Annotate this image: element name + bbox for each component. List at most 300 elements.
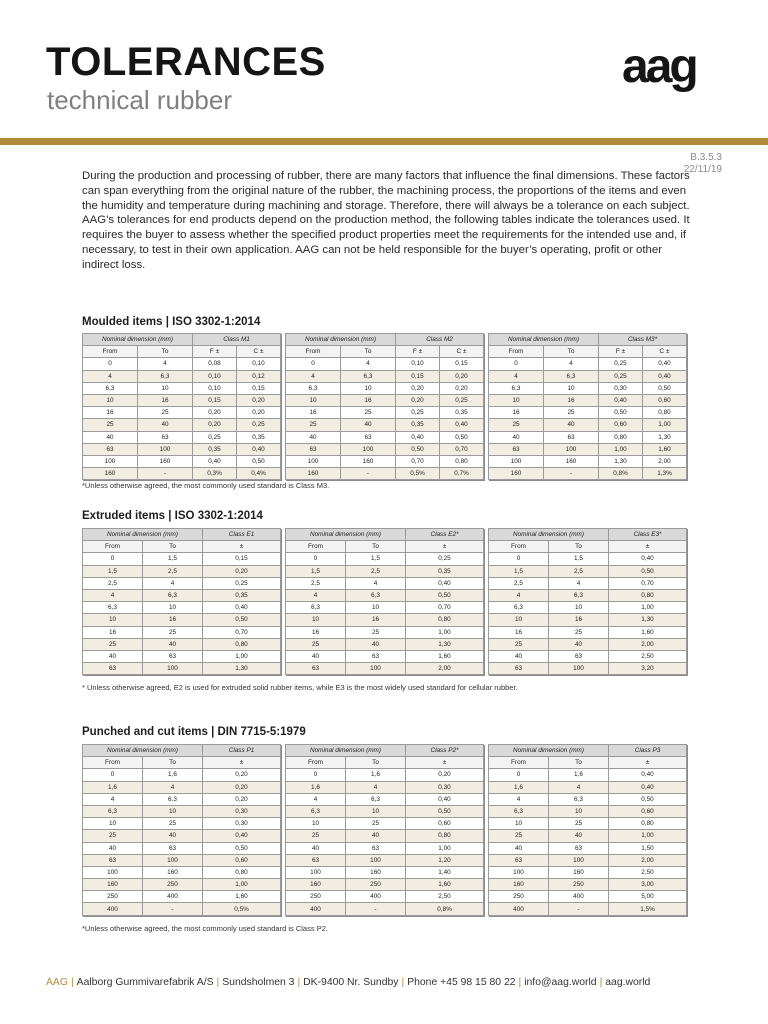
table-cell: 100 bbox=[341, 443, 396, 455]
column-header: C ± bbox=[237, 346, 281, 358]
table-cell: 0,8% bbox=[599, 468, 643, 480]
table-cell: 160 bbox=[544, 455, 599, 467]
table-row bbox=[286, 879, 484, 891]
table-cell: 0,20 bbox=[396, 394, 440, 406]
table-cell: 16 bbox=[489, 407, 544, 419]
table-cell: 25 bbox=[138, 407, 193, 419]
table-cell: 1,6 bbox=[143, 769, 203, 781]
class-header: Class P1 bbox=[203, 745, 281, 757]
table-column-header bbox=[489, 346, 687, 358]
table-cell: 0,40 bbox=[237, 443, 281, 455]
table-cell: 0,70 bbox=[203, 626, 281, 638]
table-cell: 0,4% bbox=[237, 468, 281, 480]
table-row bbox=[286, 370, 484, 382]
table-cell: 63 bbox=[549, 650, 609, 662]
table-row bbox=[83, 650, 281, 662]
table-cell: 2,5 bbox=[286, 577, 346, 589]
table-cell: 0,70 bbox=[609, 577, 687, 589]
table-cell: 6,3 bbox=[346, 589, 406, 601]
table-cell: 0,25 bbox=[406, 553, 484, 565]
table-cell: 16 bbox=[143, 614, 203, 626]
table-cell: 0 bbox=[286, 358, 341, 370]
table-row bbox=[83, 358, 281, 370]
table-cell: 1,30 bbox=[406, 638, 484, 650]
table-cell: 25 bbox=[83, 638, 143, 650]
table-row bbox=[286, 577, 484, 589]
table-cell: 6,3 bbox=[549, 589, 609, 601]
table-cell: 1,50 bbox=[609, 842, 687, 854]
table-moulded-m1 bbox=[82, 333, 281, 480]
table-cell: 4 bbox=[83, 793, 143, 805]
table-cell: 4 bbox=[143, 781, 203, 793]
table-cell: 1,5 bbox=[143, 553, 203, 565]
table-cell: 160 bbox=[83, 879, 143, 891]
table-cell: 10 bbox=[346, 602, 406, 614]
class-header: Class E1 bbox=[203, 529, 281, 541]
column-header: ± bbox=[406, 541, 484, 553]
doc-code: B.3.5.3 bbox=[690, 152, 722, 163]
table-cell: 63 bbox=[138, 431, 193, 443]
footer-city: DK-9400 Nr. Sundby bbox=[303, 977, 399, 988]
table-row bbox=[489, 407, 687, 419]
table-cell: 1,5 bbox=[346, 553, 406, 565]
table-cell: 0,12 bbox=[237, 370, 281, 382]
table-cell: 10 bbox=[143, 805, 203, 817]
table-cell: 0,30 bbox=[203, 805, 281, 817]
table-column-header bbox=[489, 757, 687, 769]
table-row bbox=[489, 830, 687, 842]
table-cell: 100 bbox=[143, 663, 203, 675]
table-cell: 0 bbox=[286, 553, 346, 565]
footer-website[interactable]: aag.world bbox=[605, 977, 651, 988]
table-cell: 100 bbox=[549, 663, 609, 675]
table-cell: 0,15 bbox=[193, 394, 237, 406]
column-header: ± bbox=[203, 757, 281, 769]
table-row bbox=[489, 394, 687, 406]
table-cell: 4 bbox=[341, 358, 396, 370]
table-cell: 25 bbox=[346, 626, 406, 638]
table-cell: 2,5 bbox=[346, 565, 406, 577]
table-cell: 40 bbox=[286, 842, 346, 854]
table-group-header bbox=[286, 334, 484, 346]
table-cell: 16 bbox=[83, 626, 143, 638]
table-cell: 40 bbox=[83, 842, 143, 854]
table-row bbox=[489, 818, 687, 830]
column-header: From bbox=[83, 346, 138, 358]
table-cell: 1,40 bbox=[406, 866, 484, 878]
table-cell: 10 bbox=[83, 818, 143, 830]
column-header: To bbox=[549, 541, 609, 553]
table-cell: 0,50 bbox=[203, 614, 281, 626]
table-row bbox=[83, 866, 281, 878]
table-row bbox=[489, 638, 687, 650]
table-cell: 0,40 bbox=[609, 769, 687, 781]
table-cell: 6,3 bbox=[489, 805, 549, 817]
table-cell: 1,5% bbox=[609, 903, 687, 915]
table-cell: 160 bbox=[489, 468, 544, 480]
table-cell: 4 bbox=[83, 589, 143, 601]
page-subtitle: technical rubber bbox=[47, 85, 232, 115]
table-cell: 25 bbox=[549, 626, 609, 638]
table-row bbox=[286, 650, 484, 662]
table-cell: 10 bbox=[489, 614, 549, 626]
table-cell: 100 bbox=[549, 854, 609, 866]
table-cell: 100 bbox=[138, 443, 193, 455]
table-row bbox=[83, 903, 281, 915]
table-cell: 160 bbox=[286, 879, 346, 891]
table-cell: 1,60 bbox=[203, 891, 281, 903]
table-cell: 0 bbox=[83, 553, 143, 565]
table-cell: 0,60 bbox=[406, 818, 484, 830]
table-cell: 2,5 bbox=[83, 577, 143, 589]
table-row bbox=[489, 358, 687, 370]
table-cell: 10 bbox=[489, 818, 549, 830]
table-cell: 10 bbox=[286, 614, 346, 626]
footer-brand: AAG bbox=[46, 977, 68, 988]
table-cell: 0,35 bbox=[193, 443, 237, 455]
table-cell: 1,6 bbox=[489, 781, 549, 793]
table-cell: 1,3% bbox=[643, 468, 687, 480]
table-cell: 5,00 bbox=[609, 891, 687, 903]
table-cell: 0,20 bbox=[203, 781, 281, 793]
table-cell: 40 bbox=[83, 650, 143, 662]
table-cell: 4 bbox=[286, 589, 346, 601]
table-row bbox=[489, 769, 687, 781]
table-cell: 100 bbox=[346, 663, 406, 675]
table-cell: 6,3 bbox=[143, 589, 203, 601]
table-cell: 40 bbox=[549, 830, 609, 842]
table-cell: 0,25 bbox=[440, 394, 484, 406]
table-cell: 0,7% bbox=[440, 468, 484, 480]
table-row bbox=[83, 830, 281, 842]
table-extruded-e3 bbox=[488, 528, 687, 675]
table-cell: 40 bbox=[489, 431, 544, 443]
table-row bbox=[286, 793, 484, 805]
table-cell: 400 bbox=[286, 903, 346, 915]
table-cell: 63 bbox=[489, 443, 544, 455]
table-cell: 0,35 bbox=[237, 431, 281, 443]
table-cell: 16 bbox=[544, 394, 599, 406]
table-row bbox=[489, 565, 687, 577]
class-header: Class P2* bbox=[406, 745, 484, 757]
table-cell: 0,40 bbox=[406, 793, 484, 805]
table-cell: 10 bbox=[489, 394, 544, 406]
table-row bbox=[83, 602, 281, 614]
table-cell: 1,6 bbox=[286, 781, 346, 793]
table-cell: 2,00 bbox=[643, 455, 687, 467]
table-cell: 40 bbox=[286, 431, 341, 443]
table-row bbox=[286, 626, 484, 638]
table-cell: 4 bbox=[544, 358, 599, 370]
table-row bbox=[286, 407, 484, 419]
column-header: F ± bbox=[599, 346, 643, 358]
table-cell: 6,3 bbox=[544, 370, 599, 382]
table-cell: 25 bbox=[143, 626, 203, 638]
table-cell: 160 bbox=[341, 455, 396, 467]
table-cell: 160 bbox=[143, 866, 203, 878]
table-cell: 0,30 bbox=[203, 818, 281, 830]
table-row bbox=[83, 879, 281, 891]
table-cell: 40 bbox=[143, 830, 203, 842]
table-cell: 4 bbox=[549, 577, 609, 589]
table-cell: 0,35 bbox=[440, 407, 484, 419]
intro-paragraph-2: AAG’s tolerances for end products depend on the production method, the following tables indicate the tolerances used. It requires the buyer to assess whether the specified product properties meet the requirements for the intended use and, if necessary, to test in their own application. AAG can not be held responsible for the buyer’s operating, profit or other indirect loss. bbox=[82, 214, 690, 271]
table-cell: 4 bbox=[489, 370, 544, 382]
table-cell: 10 bbox=[549, 602, 609, 614]
table-cell: 2,50 bbox=[406, 891, 484, 903]
table-group-header bbox=[83, 745, 281, 757]
table-cell: 100 bbox=[143, 854, 203, 866]
table-row bbox=[83, 419, 281, 431]
table-row bbox=[489, 805, 687, 817]
table-row bbox=[83, 455, 281, 467]
table-cell: 0,25 bbox=[237, 419, 281, 431]
table-cell: 1,00 bbox=[599, 443, 643, 455]
table-row bbox=[489, 468, 687, 480]
table-cell: 0,20 bbox=[203, 793, 281, 805]
table-cell: 0,40 bbox=[643, 358, 687, 370]
table-extruded-e1 bbox=[82, 528, 281, 675]
table-cell: 2,00 bbox=[609, 638, 687, 650]
table-cell: 6,3 bbox=[286, 602, 346, 614]
table-row bbox=[83, 793, 281, 805]
table-cell: 63 bbox=[83, 854, 143, 866]
note-punched: *Unless otherwise agreed, the most commonly used standard is Class P2. bbox=[82, 924, 328, 933]
table-cell: 0,80 bbox=[203, 866, 281, 878]
table-cell: 0,15 bbox=[237, 382, 281, 394]
table-cell: 6,3 bbox=[143, 793, 203, 805]
table-cell: 63 bbox=[286, 443, 341, 455]
table-cell: 0,40 bbox=[396, 431, 440, 443]
table-cell: 0,5% bbox=[396, 468, 440, 480]
table-row bbox=[83, 769, 281, 781]
footer-email[interactable]: info@aag.world bbox=[524, 977, 597, 988]
nominal-dimension-header: Nominal dimension (mm) bbox=[83, 334, 193, 346]
column-header: To bbox=[341, 346, 396, 358]
table-cell: 6,3 bbox=[83, 805, 143, 817]
table-row bbox=[489, 455, 687, 467]
table-punched-p1 bbox=[82, 744, 281, 916]
table-cell: 1,30 bbox=[643, 431, 687, 443]
table-cell: 16 bbox=[286, 407, 341, 419]
table-cell: 250 bbox=[143, 879, 203, 891]
table-row bbox=[286, 638, 484, 650]
table-cell: 10 bbox=[346, 805, 406, 817]
table-group-header bbox=[489, 529, 687, 541]
table-cell: 1,60 bbox=[643, 443, 687, 455]
column-header: From bbox=[286, 541, 346, 553]
table-cell: 0,10 bbox=[237, 358, 281, 370]
table-cell: 1,6 bbox=[346, 769, 406, 781]
column-header: C ± bbox=[440, 346, 484, 358]
table-cell: 0,60 bbox=[599, 419, 643, 431]
table-cell: 6,3 bbox=[286, 382, 341, 394]
column-header: To bbox=[143, 541, 203, 553]
table-cell: 100 bbox=[286, 455, 341, 467]
table-cell: 3,00 bbox=[609, 879, 687, 891]
table-cell: 100 bbox=[346, 854, 406, 866]
table-cell: 2,5 bbox=[549, 565, 609, 577]
table-row bbox=[286, 468, 484, 480]
table-cell: 1,00 bbox=[406, 626, 484, 638]
table-cell: 40 bbox=[143, 638, 203, 650]
table-cell: 25 bbox=[286, 638, 346, 650]
column-header: To bbox=[138, 346, 193, 358]
table-cell: 250 bbox=[286, 891, 346, 903]
table-row bbox=[286, 553, 484, 565]
table-cell: 10 bbox=[143, 602, 203, 614]
column-header: C ± bbox=[643, 346, 687, 358]
table-cell: 2,00 bbox=[609, 854, 687, 866]
table-cell: 100 bbox=[544, 443, 599, 455]
table-cell: 25 bbox=[489, 638, 549, 650]
table-cell: 0,60 bbox=[643, 394, 687, 406]
table-cell: 63 bbox=[286, 663, 346, 675]
table-row bbox=[83, 842, 281, 854]
intro-paragraph-1: During the production and processing of rubber, there are many factors that influence the final dimensions. These factors can span everything from the original nature of the rubber, the machining process, the proportions of the items and even the humidity and temperature during machining and storage. Therefore, there will always be a tolerance on each subject. bbox=[82, 170, 690, 212]
section-title-punched: Punched and cut items | DIN 7715-5:1979 bbox=[82, 726, 306, 738]
table-cell: 2,00 bbox=[406, 663, 484, 675]
table-row bbox=[83, 431, 281, 443]
table-cell: 0,15 bbox=[203, 553, 281, 565]
table-row bbox=[286, 602, 484, 614]
table-cell: 0,20 bbox=[237, 394, 281, 406]
table-row bbox=[489, 614, 687, 626]
table-row bbox=[83, 382, 281, 394]
table-cell: 10 bbox=[83, 614, 143, 626]
table-row bbox=[286, 830, 484, 842]
table-cell: 40 bbox=[346, 638, 406, 650]
table-cell: 10 bbox=[83, 394, 138, 406]
table-cell: 0,5% bbox=[203, 903, 281, 915]
footer-company: Aalborg Gummivarefabrik A/S bbox=[76, 977, 214, 988]
intro-text bbox=[82, 169, 697, 273]
table-cell: 10 bbox=[549, 805, 609, 817]
nominal-dimension-header: Nominal dimension (mm) bbox=[83, 529, 203, 541]
class-header: Class M1 bbox=[193, 334, 281, 346]
table-row bbox=[489, 854, 687, 866]
table-cell: 1,5 bbox=[83, 565, 143, 577]
table-cell: 1,00 bbox=[203, 879, 281, 891]
table-cell: 0,60 bbox=[609, 805, 687, 817]
table-cell: 0,50 bbox=[406, 805, 484, 817]
table-group-header bbox=[489, 334, 687, 346]
table-row bbox=[286, 358, 484, 370]
nominal-dimension-header: Nominal dimension (mm) bbox=[489, 529, 609, 541]
table-cell: 0,50 bbox=[396, 443, 440, 455]
table-cell: 0,35 bbox=[406, 565, 484, 577]
column-header: From bbox=[489, 541, 549, 553]
table-cell: 40 bbox=[286, 650, 346, 662]
table-cell: 10 bbox=[286, 394, 341, 406]
table-row bbox=[83, 468, 281, 480]
class-header: Class E3* bbox=[609, 529, 687, 541]
table-cell: - bbox=[549, 903, 609, 915]
table-row bbox=[83, 638, 281, 650]
table-cell: 0,80 bbox=[203, 638, 281, 650]
table-cell: 0,20 bbox=[193, 419, 237, 431]
table-cell: 0,50 bbox=[203, 842, 281, 854]
column-header: From bbox=[286, 346, 341, 358]
table-cell: 25 bbox=[341, 407, 396, 419]
table-cell: 6,3 bbox=[489, 382, 544, 394]
table-row bbox=[83, 663, 281, 675]
table-cell: 0,35 bbox=[396, 419, 440, 431]
table-row bbox=[489, 793, 687, 805]
table-cell: 10 bbox=[544, 382, 599, 394]
table-cell: 0 bbox=[489, 553, 549, 565]
table-cell: 400 bbox=[83, 903, 143, 915]
table-cell: - bbox=[143, 903, 203, 915]
table-cell: 0 bbox=[83, 358, 138, 370]
table-cell: 63 bbox=[489, 854, 549, 866]
table-row bbox=[286, 614, 484, 626]
table-cell: 0,10 bbox=[193, 370, 237, 382]
table-cell: 1,30 bbox=[599, 455, 643, 467]
class-header: Class M2 bbox=[396, 334, 484, 346]
table-cell: 16 bbox=[138, 394, 193, 406]
table-cell: 1,6 bbox=[549, 769, 609, 781]
table-row bbox=[489, 781, 687, 793]
class-header: Class E2* bbox=[406, 529, 484, 541]
table-cell: 6,3 bbox=[286, 805, 346, 817]
table-column-header bbox=[286, 541, 484, 553]
table-punched-p3 bbox=[488, 744, 687, 916]
table-cell: 0,3% bbox=[193, 468, 237, 480]
table-cell: 2,5 bbox=[489, 577, 549, 589]
table-cell: 40 bbox=[138, 419, 193, 431]
table-cell: 0,80 bbox=[406, 614, 484, 626]
table-cell: 100 bbox=[83, 866, 143, 878]
table-cell: 16 bbox=[346, 614, 406, 626]
page-title: TOLERANCES bbox=[46, 40, 326, 84]
table-cell: 0,8% bbox=[406, 903, 484, 915]
table-cell: 1,00 bbox=[406, 842, 484, 854]
table-cell: 0,20 bbox=[440, 382, 484, 394]
table-cell: 400 bbox=[489, 903, 549, 915]
note-moulded: *Unless otherwise agreed, the most commonly used standard is Class M3. bbox=[82, 481, 330, 490]
table-cell: 6,3 bbox=[83, 602, 143, 614]
class-header: Class P3 bbox=[609, 745, 687, 757]
table-row bbox=[83, 891, 281, 903]
table-cell: 40 bbox=[346, 830, 406, 842]
table-cell: 4 bbox=[346, 781, 406, 793]
table-cell: 0,20 bbox=[237, 407, 281, 419]
table-cell: 0,60 bbox=[203, 854, 281, 866]
table-row bbox=[83, 577, 281, 589]
table-cell: 0,10 bbox=[193, 382, 237, 394]
nominal-dimension-header: Nominal dimension (mm) bbox=[286, 334, 396, 346]
table-cell: 1,6 bbox=[83, 781, 143, 793]
table-row bbox=[489, 903, 687, 915]
table-cell: 0,40 bbox=[203, 830, 281, 842]
table-cell: 6,3 bbox=[83, 382, 138, 394]
table-row bbox=[489, 842, 687, 854]
table-cell: 25 bbox=[489, 419, 544, 431]
table-cell: 25 bbox=[83, 419, 138, 431]
table-cell: 0,80 bbox=[599, 431, 643, 443]
table-cell: 0,25 bbox=[599, 358, 643, 370]
table-row bbox=[286, 866, 484, 878]
table-cell: 2,50 bbox=[609, 650, 687, 662]
table-cell: 6,3 bbox=[341, 370, 396, 382]
table-cell: 0,25 bbox=[599, 370, 643, 382]
table-cell: 6,3 bbox=[138, 370, 193, 382]
table-cell: 40 bbox=[544, 419, 599, 431]
table-cell: 63 bbox=[346, 650, 406, 662]
table-cell: 4 bbox=[489, 793, 549, 805]
table-row bbox=[83, 818, 281, 830]
